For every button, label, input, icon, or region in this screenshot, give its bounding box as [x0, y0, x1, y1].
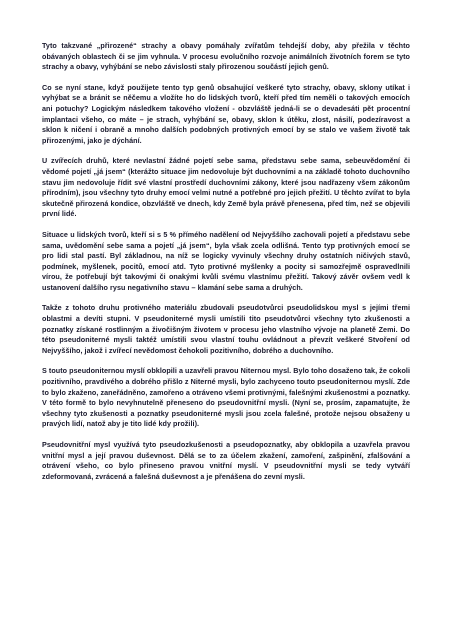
paragraph: Tyto takzvané „přirozené“ strachy a obavy pomáhaly zvířatům tehdejší doby, aby přežila v těchto obávaných oblastech či se jim vyhnula. V procesu evolučního rozvoje animálních životních forem se tyto strachy a obavy, vyhýbání se nebo závislosti staly přirozenou součástí jejich genů.	[42, 41, 410, 72]
paragraph: Co se nyní stane, když použijete tento typ genů obsahující veškeré tyto strachy, obavy, sklony utíkat i vyhýbat se a bránit se něčemu a vložíte ho do lidských tvorů, kteří před tím neměli o takových emocích ani potuchy? Logickým následkem takového vložení - obzvláště jedná-li se o devadesáti pět procentní implantaci všeho, co máte – je strach, vyhýbání se, obavy, sklon k útěku, zlost, násilí, podezíravost a sklon k ničení i obraně a mnoho dalších podobných protivných emocí by se stalo ve vašem životě tak přirozenými, jako je dýchání.	[42, 82, 410, 145]
paragraph: Situace u lidských tvorů, kteří si s 5 % přímého nadělení od Nejvyššího zachovali pojetí a představu sebe sama, uvědomění sebe sama a pojetí „já jsem“, byla však zcela odlišná. Tento typ protivných emocí se pro lidi stal pastí. Byl základnou, na níž se logicky vyvinuly všechny druhy ostatních ničivých stavů, podmínek, myšlenek, pocitů, emocí atd. Tyto protivné myšlenky a pocity si samozřejmě ospravedlnili vírou, že potřebují být takovými či onakými kvůli svému vlastnímu přežití. Takový závěr ovšem vedl k ustanovení dalšího rysu negativního stavu – klamání sebe sama a druhých.	[42, 229, 410, 292]
paragraph: Pseudovnitřní mysl využívá tyto pseudozkušenosti a pseudopoznatky, aby obklopila a uzavřela pravou vnitřní mysl a její pravou duševnost. Dělá se to za účelem zkažení, zamoření, zašpinění, zfalšování a otrávení všeho, co bylo přineseno pravou vnitřní myslí. V pseudovnitřní mysli se tedy vytváří zdeformovaná, zvrácená a falešná duševnost a je přenášena do zevní mysli.	[42, 440, 410, 481]
paragraph: Takže z tohoto druhu protivného materiálu zbudovali pseudotvůrci pseudolidskou mysl s jejími třemi oblastmi a devíti stupni. V pseudoniterné mysli umístili tito pseudotvůrci všechny tyto zkušenosti a poznatky získané rostlinným a živočišným životem v procesu jeho vlastního vývoje na planetě Zemi. Do této pseudoniterné mysli taktéž umístili svou vlastní touhu ovládnout a převzít veškeré Stvoření od Nejvyššího, jakož i zvířecí nevědomost čehokoli pozitivního, dobrého a duchovního.	[42, 303, 410, 355]
document-body	[42, 41, 410, 482]
paragraph: S touto pseudoniternou myslí obklopili a uzavřeli pravou Niternou mysl. Bylo toho dosaženo tak, že cokoli pozitivního, pravdivého a dobrého přišlo z Niterné mysli, bylo zachyceno touto pseudoniternou myslí. Zde to bylo zkaženo, zaneřádněno, zamořeno a otráveno všemi protivnými, falešnými zkušenostmi a poznatky. V této formě to bylo nevyhnutelně přeneseno do pseudovnitřní mysli. (Nyní se, prosím, zapamatujte, že všechny tyto zkušenosti a poznatky pseudoniterné mysli jsou zcela falešné, protože nejsou obsaženy u pravých lidí, natož aby je tito lidé kdy prožili).	[42, 366, 410, 429]
paragraph: U zvířecích druhů, které nevlastní žádné pojetí sebe sama, představu sebe sama, sebeuvědomění či vědomé pojetí „já jsem“ (kterážto situace jim nedovoluje být duchovními a na základě tohoto duchovního stavu jim nedovoluje řídit své vlastní prostředí duchovními zákony, které jsou nadřazeny všem zákonům přírodním), jsou všechny tyto druhy emocí velmi nutné a potřebné pro jejich přežití. U těchto zvířat to byla skutečně přirozená kondice, obzvláště ve dnech, kdy Země byla právě přenesena, před tím, než se objevili první lidé.	[42, 156, 410, 219]
